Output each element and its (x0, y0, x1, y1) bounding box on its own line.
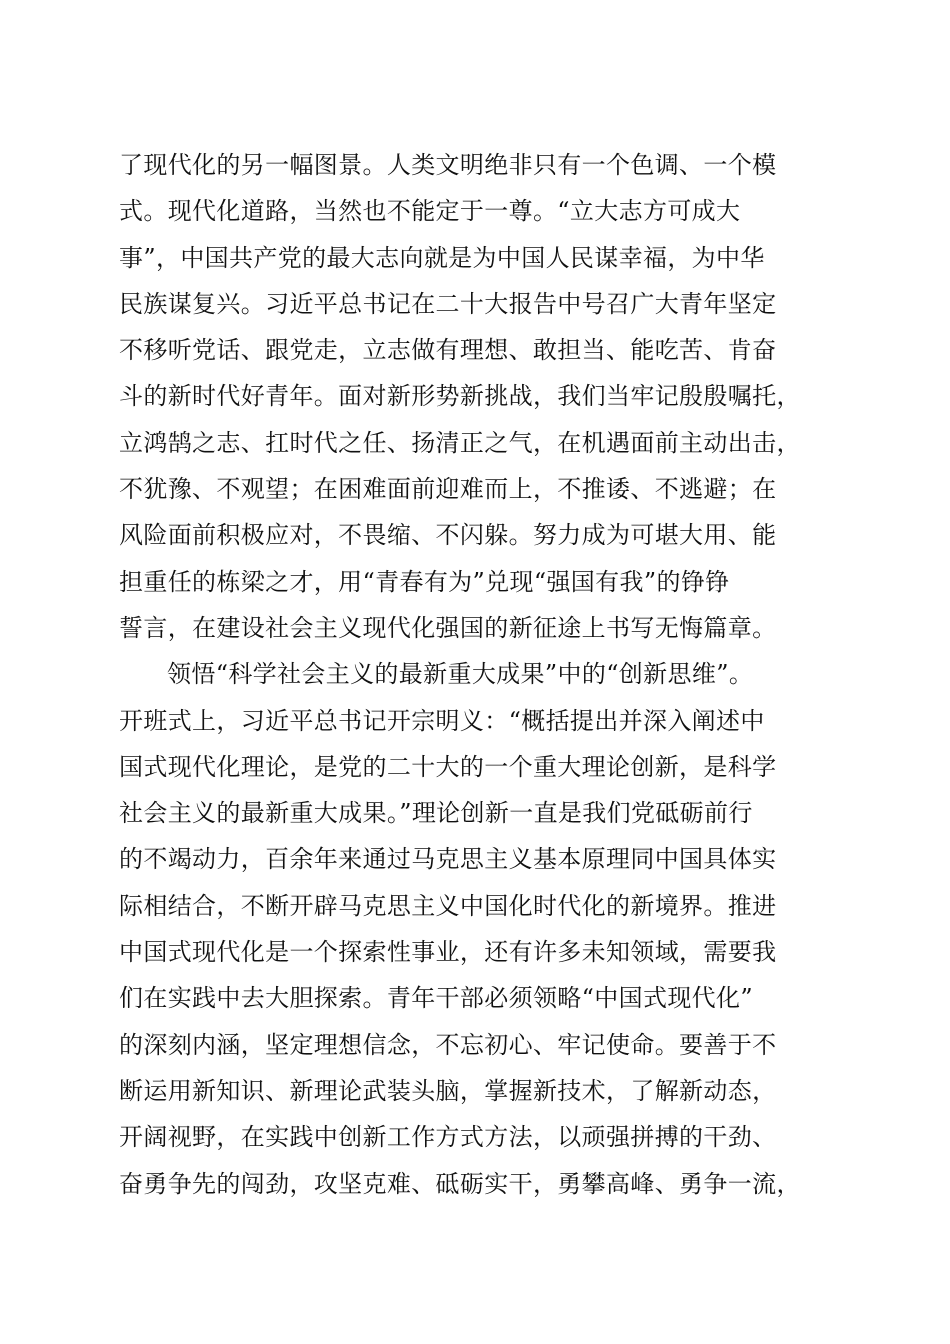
text-line: 斗的新时代好青年。面对新形势新挑战，我们当牢记殷殷嘱托， (119, 382, 801, 411)
paragraph-start-line: 领悟“科学社会主义的最新重大成果”中的“创新思维”。 (167, 660, 754, 689)
text-line: 事”，中国共产党的最大志向就是为中国人民谋幸福，为中华 (119, 243, 765, 272)
text-line: 社会主义的最新重大成果。”理论创新一直是我们党砥砺前行 (119, 799, 753, 828)
text-line: 国式现代化理论，是党的二十大的一个重大理论创新，是科学 (119, 752, 777, 781)
text-line: 了现代化的另一幅图景。人类文明绝非只有一个色调、一个模 (119, 151, 777, 179)
text-line: 的不竭动力，百余年来通过马克思主义基本原理同中国具体实 (119, 845, 777, 874)
text-line: 担重任的栋梁之才，用“青春有为”兑现“强国有我”的铮铮 (119, 567, 730, 596)
text-line: 中国式现代化是一个探索性事业，还有许多未知领域，需要我 (119, 938, 777, 967)
text-line: 们在实践中去大胆探索。青年干部必须领略“中国式现代化” (119, 984, 753, 1013)
text-line: 的深刻内涵，坚定理想信念，不忘初心、牢记使命。要善于不 (119, 1030, 777, 1059)
text-line: 奋勇争先的闯劲，攻坚克难、砥砺实干，勇攀高峰、勇争一流， (119, 1169, 801, 1198)
text-line: 式。现代化道路，当然也不能定于一尊。“立大志方可成大 (119, 197, 741, 226)
text-line: 誓言，在建设社会主义现代化强国的新征途上书写无悔篇章。 (119, 613, 777, 642)
text-line: 不犹豫、不观望；在困难面前迎难而上，不推诿、不逃避；在 (119, 475, 777, 504)
text-line: 际相结合，不断开辟马克思主义中国化时代化的新境界。推进 (119, 891, 777, 920)
text-line: 断运用新知识、新理论武装头脑，掌握新技术，了解新动态， (119, 1076, 777, 1105)
body-text (119, 142, 831, 1207)
text-line: 立鸿鹄之志、扛时代之任、扬清正之气，在机遇面前主动出击， (119, 428, 801, 457)
text-line: 开班式上，习近平总书记开宗明义：“概括提出并深入阐述中 (119, 706, 765, 735)
text-line: 开阔视野，在实践中创新工作方式方法，以顽强拼搏的干劲、 (119, 1123, 777, 1152)
text-line: 风险面前积极应对，不畏缩、不闪躲。努力成为可堪大用、能 (119, 521, 777, 550)
text-line: 不移听党话、跟党走，立志做有理想、敢担当、能吃苦、肯奋 (119, 336, 777, 365)
text-line: 民族谋复兴。习近平总书记在二十大报告中号召广大青年坚定 (119, 289, 777, 318)
